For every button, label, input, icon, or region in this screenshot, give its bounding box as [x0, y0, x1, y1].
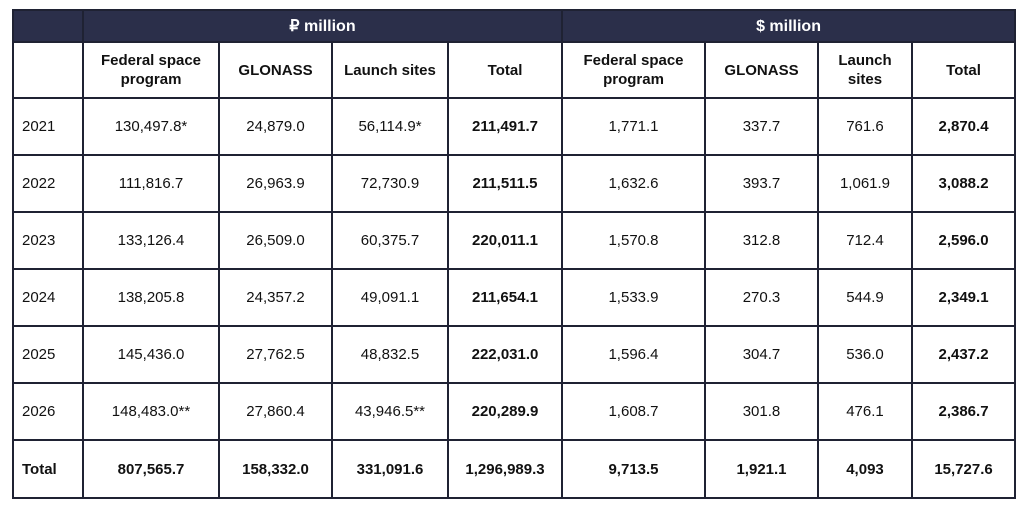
table-row — [13, 326, 1015, 383]
rub-launch-cell: 48,832.5 — [332, 326, 448, 383]
year-cell: 2025 — [13, 326, 83, 383]
usd-glonass-cell: 393.7 — [705, 155, 818, 212]
usd-launch-cell: 761.6 — [818, 98, 912, 155]
rub-glonass-cell: 24,357.2 — [219, 269, 332, 326]
column-header-rub-federal: Federal space program — [83, 42, 219, 98]
rub-glonass-cell: 26,963.9 — [219, 155, 332, 212]
usd-total-cell: 2,437.2 — [912, 326, 1015, 383]
year-cell: 2022 — [13, 155, 83, 212]
usd-launch-cell: 544.9 — [818, 269, 912, 326]
usd-federal-cell: 1,608.7 — [562, 383, 705, 440]
column-header-rub-glonass: GLONASS — [219, 42, 332, 98]
usd-launch-total-cell: 4,093 — [818, 440, 912, 498]
usd-total-cell: 3,088.2 — [912, 155, 1015, 212]
usd-total-cell: 2,596.0 — [912, 212, 1015, 269]
usd-glonass-total-cell: 1,921.1 — [705, 440, 818, 498]
column-header-rub-total: Total — [448, 42, 562, 98]
rub-federal-cell: 145,436.0 — [83, 326, 219, 383]
year-cell: 2023 — [13, 212, 83, 269]
totals-row — [13, 440, 1015, 498]
corner-cell — [13, 10, 83, 42]
table-row — [13, 383, 1015, 440]
rub-glonass-cell: 27,860.4 — [219, 383, 332, 440]
rub-total-cell: 222,031.0 — [448, 326, 562, 383]
group-header-usd: $ million — [562, 10, 1015, 42]
rub-federal-cell: 111,816.7 — [83, 155, 219, 212]
rub-federal-cell: 138,205.8 — [83, 269, 219, 326]
rub-federal-cell: 133,126.4 — [83, 212, 219, 269]
rub-total-cell: 220,011.1 — [448, 212, 562, 269]
usd-launch-cell: 536.0 — [818, 326, 912, 383]
rub-total-cell: 211,511.5 — [448, 155, 562, 212]
column-header-row — [13, 42, 1015, 98]
year-cell: 2021 — [13, 98, 83, 155]
column-header-usd-federal: Federal space program — [562, 42, 705, 98]
rub-launch-cell: 60,375.7 — [332, 212, 448, 269]
budget-table — [12, 9, 1016, 499]
usd-federal-cell: 1,533.9 — [562, 269, 705, 326]
rub-glonass-total-cell: 158,332.0 — [219, 440, 332, 498]
rub-glonass-cell: 26,509.0 — [219, 212, 332, 269]
rub-launch-cell: 43,946.5** — [332, 383, 448, 440]
totals-label-cell: Total — [13, 440, 83, 498]
usd-federal-cell: 1,771.1 — [562, 98, 705, 155]
usd-grand-total-cell: 15,727.6 — [912, 440, 1015, 498]
rub-total-cell: 211,654.1 — [448, 269, 562, 326]
rub-launch-cell: 72,730.9 — [332, 155, 448, 212]
usd-federal-total-cell: 9,713.5 — [562, 440, 705, 498]
table-row — [13, 98, 1015, 155]
usd-launch-cell: 712.4 — [818, 212, 912, 269]
year-cell: 2026 — [13, 383, 83, 440]
rub-glonass-cell: 24,879.0 — [219, 98, 332, 155]
usd-glonass-cell: 337.7 — [705, 98, 818, 155]
rub-launch-cell: 49,091.1 — [332, 269, 448, 326]
usd-federal-cell: 1,570.8 — [562, 212, 705, 269]
year-cell: 2024 — [13, 269, 83, 326]
budget-table-container — [12, 9, 1016, 499]
usd-glonass-cell: 304.7 — [705, 326, 818, 383]
rub-total-cell: 220,289.9 — [448, 383, 562, 440]
group-header-row — [13, 10, 1015, 42]
usd-federal-cell: 1,632.6 — [562, 155, 705, 212]
usd-glonass-cell: 312.8 — [705, 212, 818, 269]
rub-grand-total-cell: 1,296,989.3 — [448, 440, 562, 498]
rub-launch-cell: 56,114.9* — [332, 98, 448, 155]
group-header-rub: ₽ million — [83, 10, 562, 42]
rub-federal-cell: 148,483.0** — [83, 383, 219, 440]
rub-federal-total-cell: 807,565.7 — [83, 440, 219, 498]
usd-glonass-cell: 270.3 — [705, 269, 818, 326]
usd-launch-cell: 476.1 — [818, 383, 912, 440]
rub-launch-total-cell: 331,091.6 — [332, 440, 448, 498]
table-row — [13, 269, 1015, 326]
usd-total-cell: 2,349.1 — [912, 269, 1015, 326]
usd-federal-cell: 1,596.4 — [562, 326, 705, 383]
year-header-cell — [13, 42, 83, 98]
usd-total-cell: 2,386.7 — [912, 383, 1015, 440]
usd-glonass-cell: 301.8 — [705, 383, 818, 440]
usd-total-cell: 2,870.4 — [912, 98, 1015, 155]
rub-glonass-cell: 27,762.5 — [219, 326, 332, 383]
column-header-usd-total: Total — [912, 42, 1015, 98]
column-header-rub-launch: Launch sites — [332, 42, 448, 98]
column-header-usd-launch: Launch sites — [818, 42, 912, 98]
rub-total-cell: 211,491.7 — [448, 98, 562, 155]
table-row — [13, 155, 1015, 212]
column-header-usd-glonass: GLONASS — [705, 42, 818, 98]
usd-launch-cell: 1,061.9 — [818, 155, 912, 212]
table-row — [13, 212, 1015, 269]
rub-federal-cell: 130,497.8* — [83, 98, 219, 155]
